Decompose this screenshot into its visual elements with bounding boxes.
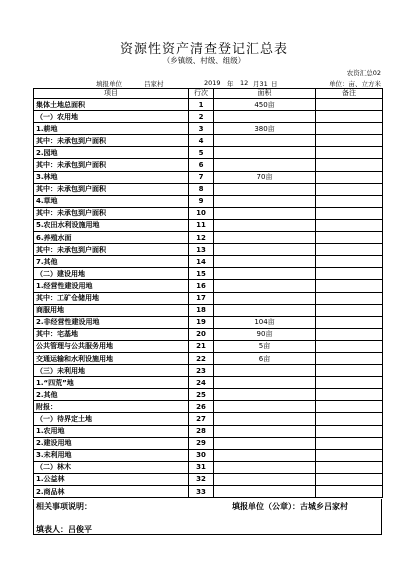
row-area-cell — [214, 425, 316, 437]
footer-box — [33, 499, 382, 535]
row-item-cell: 其中：未承包到户面积 — [34, 159, 189, 171]
row-area-cell — [214, 219, 316, 231]
table-row — [34, 207, 383, 219]
table-row — [34, 111, 383, 123]
row-note-cell — [316, 328, 383, 340]
row-number-cell: 2 — [189, 111, 214, 123]
row-area-cell — [214, 449, 316, 461]
row-area-cell — [214, 486, 316, 498]
row-number-cell: 8 — [189, 183, 214, 195]
row-note-cell — [316, 473, 383, 485]
table-row — [34, 425, 383, 437]
row-number-cell: 27 — [189, 413, 214, 425]
row-note-cell — [316, 304, 383, 316]
row-area-cell — [214, 280, 316, 292]
row-number-cell: 30 — [189, 449, 214, 461]
row-note-cell — [316, 377, 383, 389]
table-row — [34, 449, 383, 461]
row-note-cell — [316, 413, 383, 425]
row-number-cell: 4 — [189, 135, 214, 147]
row-number-cell: 9 — [189, 195, 214, 207]
row-note-cell — [316, 111, 383, 123]
row-note-cell — [316, 316, 383, 328]
row-item-cell: 其中：宅基地 — [34, 328, 189, 340]
row-area-cell: 104亩 — [214, 316, 316, 328]
row-area-cell: 450亩 — [214, 99, 316, 111]
table-row — [34, 256, 383, 268]
table-row — [34, 171, 383, 183]
row-number-cell: 14 — [189, 256, 214, 268]
row-item-cell: 附报： — [34, 401, 189, 413]
row-area-cell — [214, 183, 316, 195]
row-area-cell — [214, 135, 316, 147]
row-number-cell: 13 — [189, 244, 214, 256]
row-item-cell: （一）待界定土地 — [34, 413, 189, 425]
column-header-row-no: 行次 — [189, 89, 214, 99]
row-note-cell — [316, 256, 383, 268]
row-item-cell: （二）林木 — [34, 461, 189, 473]
row-area-cell — [214, 268, 316, 280]
row-number-cell: 19 — [189, 316, 214, 328]
row-number-cell: 21 — [189, 340, 214, 352]
row-item-cell: 2.其他 — [34, 389, 189, 401]
day-char: 日 — [271, 80, 278, 88]
report-month: 12 — [240, 79, 249, 87]
row-item-cell: 其中：未承包到户面积 — [34, 135, 189, 147]
row-note-cell — [316, 340, 383, 352]
row-note-cell — [316, 292, 383, 304]
row-note-cell — [316, 437, 383, 449]
table-row — [34, 401, 383, 413]
row-note-cell — [316, 352, 383, 364]
row-item-cell: 2.商品林 — [34, 486, 189, 498]
row-area-cell — [214, 232, 316, 244]
row-note-cell — [316, 171, 383, 183]
row-number-cell: 10 — [189, 207, 214, 219]
row-note-cell — [316, 244, 383, 256]
row-item-cell: （一）农用地 — [34, 111, 189, 123]
table-row — [34, 365, 383, 377]
row-number-cell: 24 — [189, 377, 214, 389]
row-note-cell — [316, 207, 383, 219]
row-number-cell: 23 — [189, 365, 214, 377]
row-item-cell: 其中：未承包到户面积 — [34, 244, 189, 256]
row-note-cell — [316, 159, 383, 171]
row-area-cell — [214, 111, 316, 123]
row-item-cell: 3.未利用地 — [34, 449, 189, 461]
row-item-cell: 其中：未承包到户面积 — [34, 207, 189, 219]
table-row — [34, 244, 383, 256]
row-number-cell: 29 — [189, 437, 214, 449]
row-area-cell — [214, 195, 316, 207]
table-row — [34, 461, 383, 473]
table-row — [34, 147, 383, 159]
row-item-cell: 1.农用地 — [34, 425, 189, 437]
row-area-cell: 380亩 — [214, 123, 316, 135]
row-area-cell: 5亩 — [214, 340, 316, 352]
year-char: 年 — [227, 80, 234, 88]
row-area-cell — [214, 389, 316, 401]
row-item-cell: 6.养殖水面 — [34, 232, 189, 244]
row-number-cell: 16 — [189, 280, 214, 292]
row-item-cell: 1.“四荒”地 — [34, 377, 189, 389]
row-area-cell — [214, 413, 316, 425]
table-row — [34, 473, 383, 485]
table-row — [34, 389, 383, 401]
table-row — [34, 183, 383, 195]
table-row — [34, 135, 383, 147]
row-item-cell: 公共管理与公共服务用地 — [34, 340, 189, 352]
row-area-cell — [214, 437, 316, 449]
row-number-cell: 6 — [189, 159, 214, 171]
unit-value: 吕家村 — [144, 80, 164, 88]
filler-label: 填表人：吕俊平 — [36, 525, 92, 534]
table-row — [34, 340, 383, 352]
column-header-item: 项目 — [34, 89, 189, 99]
row-item-cell: 1.耕地 — [34, 123, 189, 135]
table-row — [34, 268, 383, 280]
page-subtitle: （乡镇级、村级、组级） — [162, 56, 246, 65]
row-area-cell — [214, 159, 316, 171]
remarks-label: 相关事项说明： — [36, 502, 92, 511]
row-number-cell: 22 — [189, 352, 214, 364]
table-row — [34, 232, 383, 244]
column-header-note: 备注 — [316, 89, 383, 99]
row-number-cell: 20 — [189, 328, 214, 340]
row-area-cell — [214, 292, 316, 304]
table-row — [34, 486, 383, 498]
table-body — [34, 99, 383, 498]
report-year: 2019 — [204, 79, 221, 87]
table-row — [34, 352, 383, 364]
row-note-cell — [316, 195, 383, 207]
row-note-cell — [316, 449, 383, 461]
row-note-cell — [316, 268, 383, 280]
row-note-cell — [316, 401, 383, 413]
row-note-cell — [316, 461, 383, 473]
reporter-label: 填报单位（公章）：古城乡吕家村 — [232, 502, 348, 511]
table-row — [34, 413, 383, 425]
table-row — [34, 123, 383, 135]
row-note-cell — [316, 183, 383, 195]
row-note-cell — [316, 147, 383, 159]
row-note-cell — [316, 365, 383, 377]
row-number-cell: 5 — [189, 147, 214, 159]
column-header-area: 面积 — [214, 89, 316, 99]
asset-summary-table — [33, 88, 383, 498]
row-area-cell — [214, 207, 316, 219]
page-title: 资源性资产清查登记汇总表 — [119, 42, 288, 57]
row-note-cell — [316, 486, 383, 498]
row-area-cell: 90亩 — [214, 328, 316, 340]
table-row — [34, 328, 383, 340]
row-number-cell: 32 — [189, 473, 214, 485]
table-row — [34, 99, 383, 111]
row-item-cell: （三）未利用地 — [34, 365, 189, 377]
row-item-cell: 5.农田水利设施用地 — [34, 219, 189, 231]
unit-label: 填报单位 — [96, 80, 122, 88]
table-row — [34, 304, 383, 316]
row-number-cell: 33 — [189, 486, 214, 498]
row-area-cell — [214, 256, 316, 268]
row-number-cell: 7 — [189, 171, 214, 183]
row-area-cell — [214, 365, 316, 377]
row-area-cell — [214, 377, 316, 389]
row-number-cell: 11 — [189, 219, 214, 231]
row-item-cell: 1.经营性建设用地 — [34, 280, 189, 292]
row-item-cell: 其中：工矿仓储用地 — [34, 292, 189, 304]
row-number-cell: 12 — [189, 232, 214, 244]
row-number-cell: 28 — [189, 425, 214, 437]
row-number-cell: 26 — [189, 401, 214, 413]
row-number-cell: 25 — [189, 389, 214, 401]
row-item-cell: 1.公益林 — [34, 473, 189, 485]
row-number-cell: 15 — [189, 268, 214, 280]
row-area-cell: 6亩 — [214, 352, 316, 364]
measure-unit: 单位：亩、立方米 — [329, 80, 381, 88]
row-item-cell: 3.林地 — [34, 171, 189, 183]
row-number-cell: 17 — [189, 292, 214, 304]
row-item-cell: 2.建设用地 — [34, 437, 189, 449]
row-area-cell — [214, 304, 316, 316]
row-note-cell — [316, 280, 383, 292]
table-row — [34, 377, 383, 389]
row-item-cell: 集体土地总面积 — [34, 99, 189, 111]
table-row — [34, 316, 383, 328]
table-header-row — [34, 89, 383, 99]
row-area-cell — [214, 147, 316, 159]
table-row — [34, 159, 383, 171]
row-note-cell — [316, 135, 383, 147]
row-area-cell: 70亩 — [214, 171, 316, 183]
row-number-cell: 18 — [189, 304, 214, 316]
month-day: 月31 — [253, 80, 268, 88]
row-item-cell: （二）建设用地 — [34, 268, 189, 280]
table-row — [34, 437, 383, 449]
form-number: 农资汇总02 — [346, 69, 381, 77]
row-number-cell: 31 — [189, 461, 214, 473]
row-note-cell — [316, 123, 383, 135]
row-item-cell: 商服用地 — [34, 304, 189, 316]
row-note-cell — [316, 232, 383, 244]
row-area-cell — [214, 244, 316, 256]
row-item-cell: 4.草地 — [34, 195, 189, 207]
row-item-cell: 2.园地 — [34, 147, 189, 159]
row-area-cell — [214, 401, 316, 413]
row-note-cell — [316, 425, 383, 437]
table-row — [34, 292, 383, 304]
row-note-cell — [316, 389, 383, 401]
row-note-cell — [316, 99, 383, 111]
row-area-cell — [214, 461, 316, 473]
table-row — [34, 280, 383, 292]
table-row — [34, 195, 383, 207]
row-item-cell: 其中：未承包到户面积 — [34, 183, 189, 195]
row-item-cell: 2.非经营性建设用地 — [34, 316, 189, 328]
row-item-cell: 交通运输和水利设施用地 — [34, 352, 189, 364]
row-number-cell: 3 — [189, 123, 214, 135]
row-number-cell: 1 — [189, 99, 214, 111]
row-area-cell — [214, 473, 316, 485]
row-note-cell — [316, 219, 383, 231]
row-item-cell: 7.其他 — [34, 256, 189, 268]
table-row — [34, 219, 383, 231]
